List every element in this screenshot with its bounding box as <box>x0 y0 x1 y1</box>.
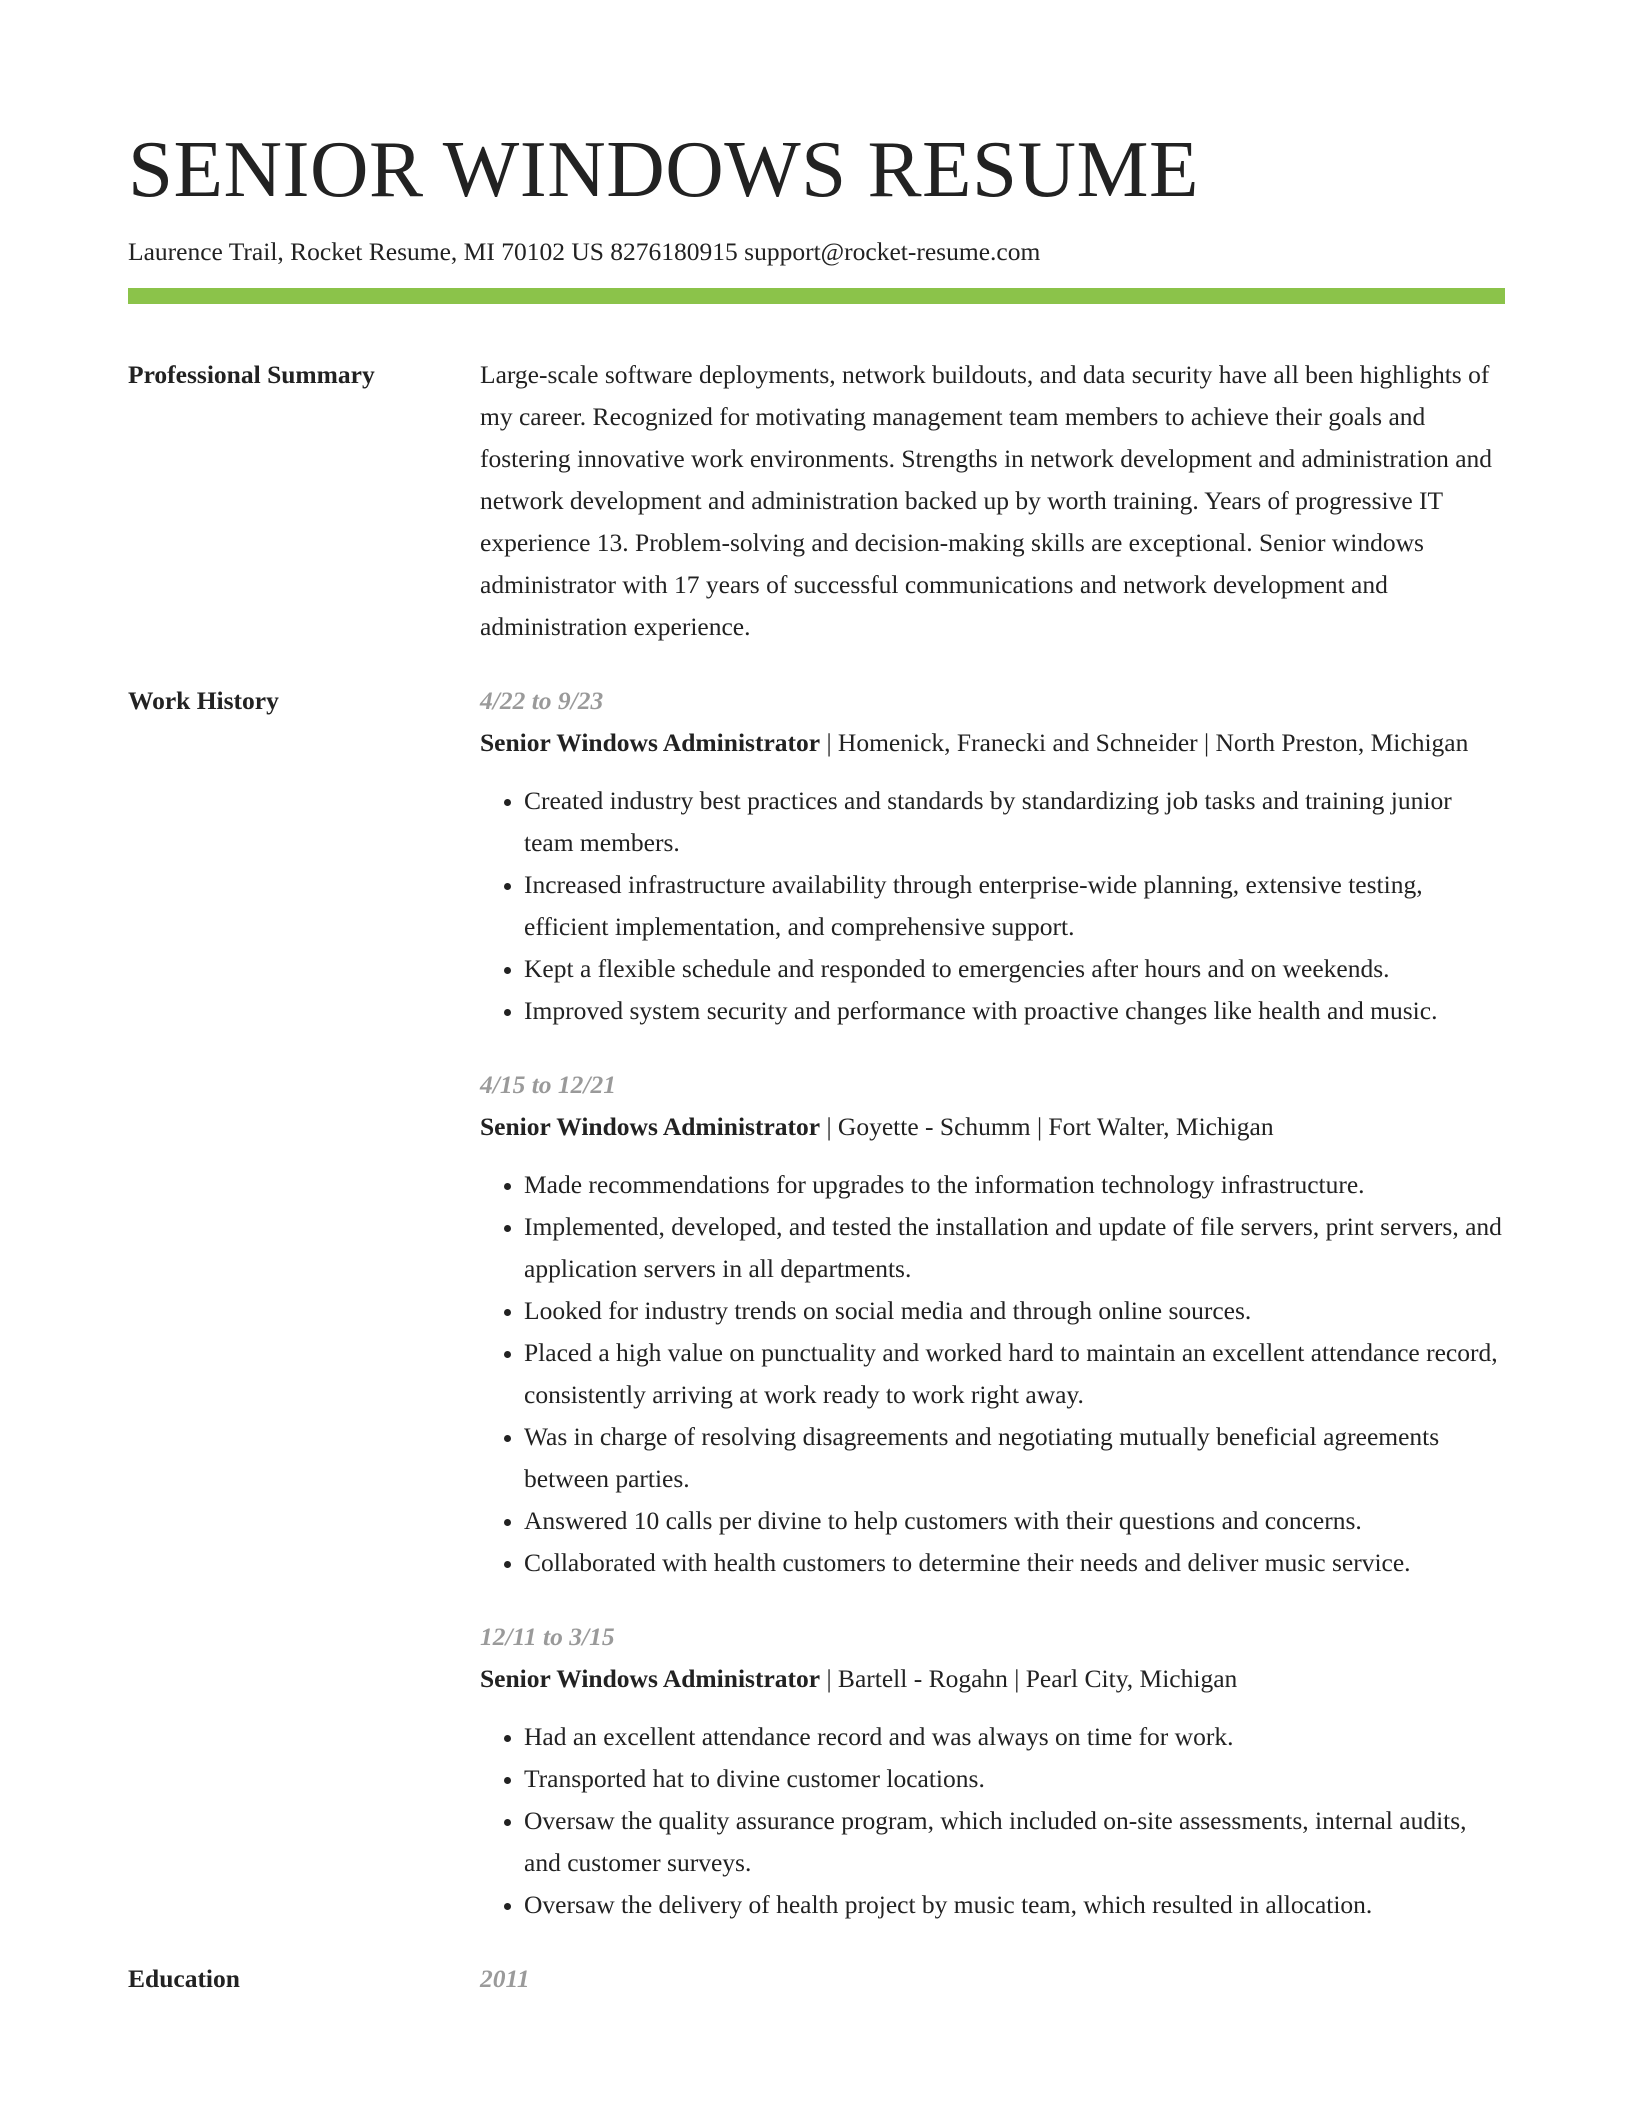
section-label-summary: Professional Summary <box>128 359 375 389</box>
bullet-item: • Kept a flexible schedule and responded to emergencies after hours and on weekends. <box>524 948 1505 990</box>
job-entry <box>480 1064 1505 1584</box>
job-bullets <box>480 780 1505 1032</box>
bullet-item: • Answered 10 calls per divine to help customers with their questions and concerns. <box>524 1500 1505 1542</box>
bullet-item: • Was in charge of resolving disagreements and negotiating mutually beneficial agreements between parties. <box>524 1416 1505 1500</box>
bullet-item: • Increased infrastructure availability through enterprise-wide planning, extensive testing, efficient implementation, and comprehensive support. <box>524 864 1505 948</box>
job-title: Senior Windows Administrator <box>480 1111 821 1141</box>
education-year: 2011 <box>480 1963 530 1993</box>
bullet-item: • Improved system security and performance with proactive changes like health and music. <box>524 990 1505 1032</box>
job-dates: 4/15 to 12/21 <box>480 1069 617 1099</box>
job-details: | Goyette - Schumm | Fort Walter, Michigan <box>820 1111 1274 1141</box>
job-bullets <box>480 1716 1505 1926</box>
bullet-item: • Placed a high value on punctuality and worked hard to maintain an excellent attendance record, consistently arriving at work ready to work right away. <box>524 1332 1505 1416</box>
job-bullets <box>480 1164 1505 1584</box>
job-dates: 12/11 to 3/15 <box>480 1621 615 1651</box>
bullet-item: • Transported hat to divine customer locations. <box>524 1758 1505 1800</box>
resume-title: SENIOR WINDOWS RESUME <box>128 124 1200 214</box>
bullet-item: • Looked for industry trends on social media and through online sources. <box>524 1290 1505 1332</box>
bullet-item: • Implemented, developed, and tested the installation and update of file servers, print servers, and application servers in all departments. <box>524 1206 1505 1290</box>
work-history-section <box>128 680 1505 1926</box>
summary-text: Large-scale software deployments, network buildouts, and data security have all been highlights of my career. Recognized for motivating management team members to achieve their goals and fostering innovative work environments. Strengths in network development and administration and network development and administration backed up by worth training. Years of progressive IT experience 13. Problem-solving and decision-making skills are exceptional. Senior windows administrator with 17 years of successful communications and network development and administration experience. <box>480 359 1493 641</box>
bullet-item: • Made recommendations for upgrades to the information technology infrastructure. <box>524 1164 1505 1206</box>
education-section <box>128 1958 1505 2000</box>
job-title: Senior Windows Administrator <box>480 1663 821 1693</box>
education-body <box>480 1958 1505 2000</box>
bullet-item: • Created industry best practices and standards by standardizing job tasks and training junior team members. <box>524 780 1505 864</box>
bullet-item: • Oversaw the quality assurance program, which included on-site assessments, internal audits, and customer surveys. <box>524 1800 1505 1884</box>
job-heading <box>480 1106 1505 1148</box>
bullet-item: • Had an excellent attendance record and was always on time for work. <box>524 1716 1505 1758</box>
bullet-item: • Oversaw the delivery of health project by music team, which resulted in allocation. <box>524 1884 1505 1926</box>
section-label-education: Education <box>128 1963 240 1993</box>
job-details: | Homenick, Franecki and Schneider | North Preston, Michigan <box>820 727 1469 757</box>
job-details: | Bartell - Rogahn | Pearl City, Michigan <box>820 1663 1238 1693</box>
job-heading <box>480 1658 1505 1700</box>
professional-summary-section <box>128 354 1505 648</box>
section-label-work-history: Work History <box>128 685 279 715</box>
bullet-item: • Collaborated with health customers to determine their needs and deliver music service. <box>524 1542 1505 1584</box>
job-heading <box>480 722 1505 764</box>
accent-divider <box>128 288 1505 304</box>
resume-page <box>128 0 1505 2000</box>
job-entry <box>480 680 1505 1032</box>
job-dates: 4/22 to 9/23 <box>480 685 604 715</box>
contact-line: Laurence Trail, Rocket Resume, MI 70102 US 8276180915 support@rocket-resume.com <box>128 237 1041 266</box>
job-entry <box>480 1616 1505 1926</box>
work-history-body <box>480 680 1505 1926</box>
job-title: Senior Windows Administrator <box>480 727 821 757</box>
